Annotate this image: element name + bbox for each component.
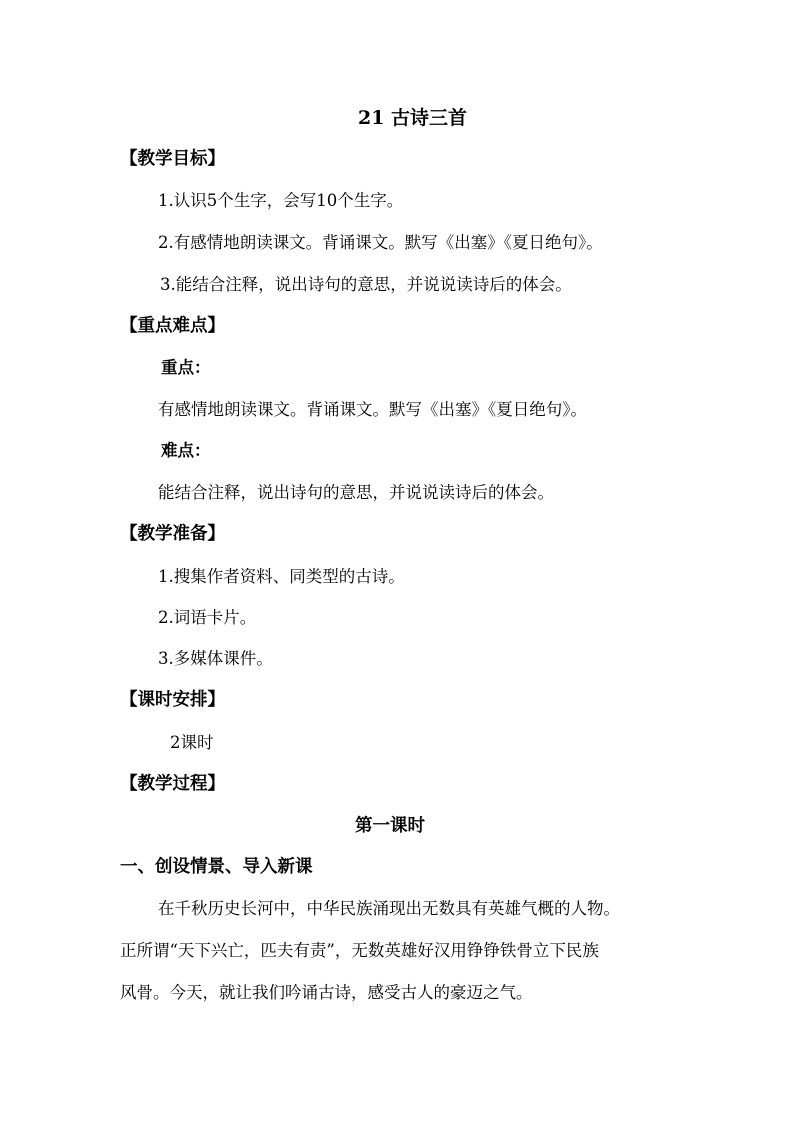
- document-title: 21 古诗三首: [358, 107, 468, 129]
- goal-item-2: 2.有感情地朗读课文。背诵课文。默写《出塞》《夏日绝句》。: [158, 233, 603, 252]
- preparation-item-2: 2.词语卡片。: [158, 608, 257, 627]
- paragraph-line-3: 风骨。今天，就让我们吟诵古诗，感受古人的豪迈之气。: [120, 983, 533, 1002]
- preparation-item-3: 3.多媒体课件。: [158, 649, 273, 668]
- difficulty-text: 能结合注释，说出诗句的意思，并说说读诗后的体会。: [158, 483, 554, 502]
- paragraph-line-2: 正所谓“天下兴亡，匹夫有责”，无数英雄好汉用铮铮铁骨立下民族: [120, 941, 599, 960]
- section-heading-process: 【教学过程】: [120, 774, 225, 794]
- goal-item-3: 3.能结合注释，说出诗句的意思，并说说读诗后的体会。: [160, 275, 572, 294]
- paragraph-line-1: 在千秋历史长河中，中华民族涌现出无数具有英雄气概的人物。: [158, 899, 620, 918]
- section-heading-keypoints: 【重点难点】: [120, 316, 225, 336]
- part-title: 一、创设情景、导入新课: [120, 857, 313, 877]
- section-heading-goals: 【教学目标】: [120, 149, 225, 169]
- schedule-text: 2课时: [170, 733, 214, 752]
- goal-item-1: 1.认识5个生字，会写10个生字。: [158, 191, 404, 210]
- section-heading-preparation: 【教学准备】: [120, 524, 225, 544]
- difficulty-label: 难点：: [161, 441, 211, 460]
- key-point-text: 有感情地朗读课文。背诵课文。默写《出塞》《夏日绝句》。: [158, 400, 587, 419]
- preparation-item-1: 1.搜集作者资料、同类型的古诗。: [158, 567, 405, 586]
- lesson-title: 第一课时: [355, 816, 425, 836]
- section-heading-schedule: 【课时安排】: [120, 690, 225, 710]
- key-point-label: 重点：: [161, 358, 211, 377]
